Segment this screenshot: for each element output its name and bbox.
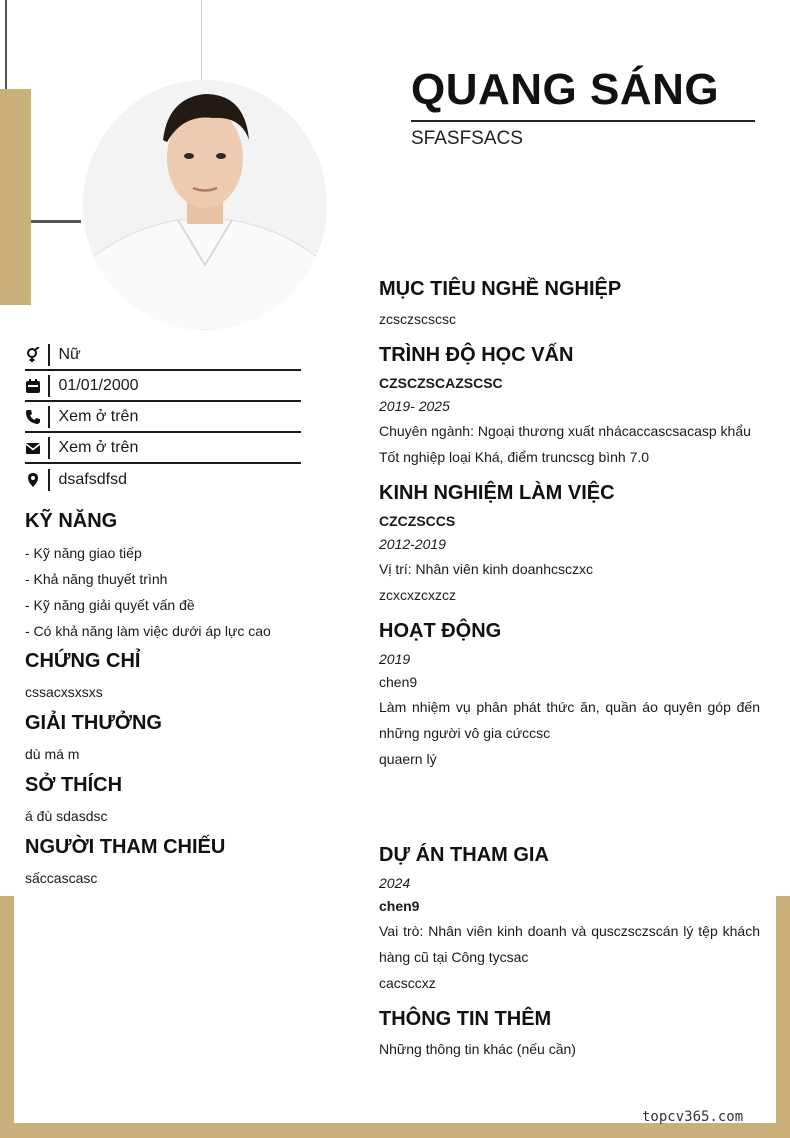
skill-item: - Kỹ năng giải quyết vấn đề [25,597,195,613]
education-grade: Tốt nghiệp loại Khá, điểm truncscg bình 7.0 [379,449,650,465]
calendar-icon [25,378,41,394]
left-gold-bar [0,89,31,305]
hobbies-heading: SỞ THÍCH [25,774,123,796]
contact-divider [48,375,50,397]
hobby-text: á đù sdasdsc [25,808,108,824]
right-sections-bottom [379,842,760,1062]
education-major: Chuyên ngành: Ngoại thương xuất nhácaccascsacasp khẩu [379,423,751,439]
additional-info-heading: THÔNG TIN THÊM [379,1008,552,1030]
contact-divider [48,406,50,428]
contact-divider [48,437,50,459]
contact-text: dsafsdfsd [58,470,127,488]
project-description: Vai trò: Nhân viên kinh doanh và qusczsczscán lý tệp khách hàng cũ tại Công tycsac [379,923,760,965]
objective-text: zcsczscscsc [379,311,456,327]
activity-org: chen9 [379,674,418,690]
education-period: 2019- 2025 [379,398,450,414]
phone-icon [25,409,41,425]
references-heading: NGƯỜI THAM CHIẾU [25,836,226,858]
contact-gender [25,340,301,371]
experience-period: 2012-2019 [379,536,446,552]
email-icon [25,440,41,456]
additional-info-text: Những thông tin khác (nếu cần) [379,1041,576,1057]
photo-underline [31,220,81,223]
education-heading: TRÌNH ĐỘ HỌC VẤN [379,344,574,366]
footer-watermark: topcv365.com [642,1109,744,1125]
contact-email [25,433,301,464]
project-org: chen9 [379,898,420,914]
contact-text: Xem ở trên [58,438,139,456]
experience-role: Vị trí: Nhân viên kinh doanhcsczxc [379,561,593,577]
contact-text: 01/01/2000 [58,376,139,394]
candidate-name: QUANG SÁNG [411,65,720,114]
skill-item: - Kỹ năng giao tiếp [25,545,142,561]
awards-heading: GIẢI THƯỞNG [25,712,162,734]
contact-list [25,340,301,495]
gender-icon [25,347,41,363]
contact-text: Nữ [58,345,81,363]
profile-photo [83,80,327,330]
contact-birthday [25,371,301,402]
contact-address [25,464,301,495]
contact-text: Xem ở trên [58,407,139,425]
activities-heading: HOẠT ĐỘNG [379,620,502,642]
name-rule [411,120,755,122]
experience-company: CZCZSCCS [379,513,456,529]
top-center-vertical-line [201,0,202,85]
education-school: CZSCZSCAZSCSC [379,375,503,391]
award-text: dù má m [25,746,80,762]
right-sections-top [379,276,760,772]
top-left-vertical-line [5,0,7,95]
location-icon [25,472,41,488]
activity-description: Làm nhiệm vụ phân phát thức ăn, quần áo quyên góp đến những người vô gia cứccsc [379,699,760,741]
project-year: 2024 [379,875,411,891]
activity-year: 2019 [379,651,411,667]
contact-divider [48,344,50,366]
objective-heading: MỤC TIÊU NGHỀ NGHIỆP [379,278,622,300]
contact-phone [25,402,301,433]
skill-item: - Khả năng thuyết trình [25,571,168,587]
reference-text: sấccascasc [25,870,98,886]
activity-extra: quaern lý [379,751,437,767]
contact-divider [48,469,50,491]
project-extra: cacsccxz [379,975,436,991]
experience-heading: KINH NGHIỆM LÀM VIỆC [379,482,615,504]
left-sections [25,508,345,891]
skill-item: - Có khả năng làm việc dưới áp lực cao [25,623,271,639]
job-title: SFASFSACS [411,128,523,149]
experience-detail: zcxcxzcxzcz [379,587,456,603]
projects-heading: DỰ ÁN THAM GIA [379,844,549,866]
certificates-heading: CHỨNG CHỈ [25,650,141,672]
certificate-text: cssacxsxsxs [25,684,103,700]
skills-heading: KỸ NĂNG [25,510,118,532]
